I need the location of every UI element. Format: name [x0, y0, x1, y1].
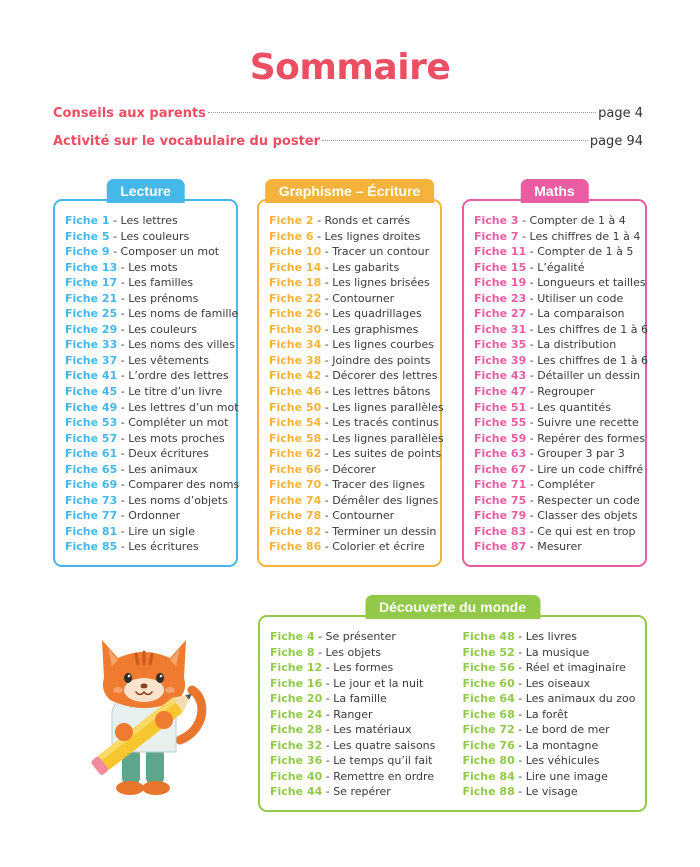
fiche-label: - Ranger	[322, 707, 373, 721]
fiche-label: - Les prénoms	[117, 291, 199, 305]
fiche-list	[464, 213, 649, 555]
fiche-item[interactable]	[269, 508, 440, 524]
fiche-number: Fiche 34	[269, 338, 322, 352]
fiche-item[interactable]	[474, 291, 645, 307]
fiche-number: Fiche 83	[474, 524, 527, 538]
fiche-number: Fiche 49	[65, 400, 118, 414]
fiche-number: Fiche 13	[65, 260, 118, 274]
section-monde	[258, 599, 647, 812]
fiche-number: Fiche 73	[65, 493, 118, 507]
fiche-number: Fiche 17	[65, 276, 118, 290]
fiche-label: - Mesurer	[526, 540, 582, 554]
fiche-item[interactable]	[474, 275, 645, 291]
fiche-label: - Tracer des lignes	[321, 478, 425, 492]
fiche-item[interactable]	[65, 213, 236, 229]
fiche-item[interactable]	[474, 477, 645, 493]
fiche-label: - Démêler des lignes	[321, 493, 439, 507]
fiche-item[interactable]	[270, 769, 453, 785]
fiche-number: Fiche 22	[269, 291, 322, 305]
fiche-label: - Suivre une recette	[526, 416, 639, 430]
section-title: Graphisme – Écriture	[265, 179, 435, 203]
fiche-number: Fiche 68	[462, 707, 515, 721]
fiche-label: - Réel et imaginaire	[514, 661, 626, 675]
fiche-item[interactable]	[463, 769, 646, 785]
toc-label: Activité sur le vocabulaire du poster	[53, 134, 321, 149]
fiche-label: - Les lignes brisées	[321, 276, 430, 290]
fiche-item[interactable]	[269, 260, 440, 276]
dot-leader	[208, 112, 596, 113]
fiche-number: Fiche 38	[269, 353, 322, 367]
fiche-label: - Les lettres d’un mot	[117, 400, 239, 414]
fiche-item[interactable]	[65, 524, 236, 540]
fiche-number: Fiche 55	[474, 416, 527, 430]
fiche-number: Fiche 43	[474, 369, 527, 383]
fiche-item[interactable]	[65, 493, 236, 509]
fiche-number: Fiche 66	[269, 462, 322, 476]
fiche-number: Fiche 24	[270, 707, 323, 721]
fiche-label: - Ordonner	[117, 509, 181, 523]
fiche-item[interactable]	[269, 306, 440, 322]
fiche-item[interactable]	[474, 415, 645, 431]
fiche-item[interactable]	[65, 337, 236, 353]
fiche-item[interactable]	[65, 306, 239, 322]
fiche-label: - Respecter un code	[526, 493, 640, 507]
fiche-number: Fiche 14	[269, 260, 322, 274]
fiche-list	[55, 213, 240, 555]
fiche-label: - Le visage	[514, 785, 578, 799]
fiche-label: - Les couleurs	[109, 229, 190, 243]
fiche-number: Fiche 50	[269, 400, 322, 414]
fiche-item[interactable]	[65, 322, 236, 338]
fiche-number: Fiche 48	[462, 630, 515, 643]
fiche-item[interactable]	[269, 446, 440, 462]
fiche-label: - Lire une image	[514, 769, 608, 783]
fiche-item[interactable]	[474, 306, 645, 322]
fiche-item[interactable]	[474, 337, 645, 353]
fiche-number: Fiche 39	[474, 353, 527, 367]
fiche-number: Fiche 37	[65, 353, 118, 367]
fiche-item[interactable]	[463, 645, 646, 661]
fiche-label: - Les suites de points	[321, 447, 442, 461]
fiche-label: - Les animaux	[117, 462, 198, 476]
fiche-number: Fiche 25	[65, 307, 118, 321]
fiche-label: - Compléter un mot	[117, 416, 229, 430]
fiche-number: Fiche 84	[462, 769, 515, 783]
fiche-number: Fiche 7	[474, 229, 519, 243]
fiche-item[interactable]	[269, 275, 440, 291]
fiche-number: Fiche 75	[474, 493, 527, 507]
fiche-number: Fiche 1	[65, 214, 110, 227]
fiche-label: - Colorier et écrire	[321, 540, 425, 554]
fiche-number: Fiche 29	[65, 322, 118, 336]
fiche-number: Fiche 59	[474, 431, 527, 445]
fiche-number: Fiche 40	[270, 769, 323, 783]
fiche-label: - Compléter	[526, 478, 595, 492]
fiche-label: - Tracer un contour	[321, 245, 430, 259]
fiche-item[interactable]	[474, 229, 645, 245]
fiche-number: Fiche 41	[65, 369, 118, 383]
cat-with-pencil-icon	[80, 620, 210, 800]
section-title: Maths	[520, 179, 588, 203]
fiche-label: - Compter de 1 à 4	[518, 214, 626, 227]
fiche-item[interactable]	[65, 415, 236, 431]
fiche-number: Fiche 36	[270, 754, 323, 768]
fiche-item[interactable]	[270, 722, 453, 738]
fiche-label: - Compter de 1 à 5	[526, 245, 634, 259]
fiche-number: Fiche 86	[269, 540, 322, 554]
toc-page: page 94	[589, 134, 643, 149]
fiche-label: - Les animaux du zoo	[514, 692, 636, 706]
fiche-number: Fiche 53	[65, 416, 118, 430]
fiche-number: Fiche 56	[462, 661, 515, 675]
fiche-item[interactable]	[463, 722, 646, 738]
fiche-label: - Contourner	[321, 509, 395, 523]
fiche-label: - Les quatre saisons	[322, 738, 436, 752]
fiche-label: - La comparaison	[526, 307, 625, 321]
fiche-number: Fiche 47	[474, 385, 527, 399]
fiche-item[interactable]	[65, 446, 236, 462]
section-title: Découverte du monde	[365, 595, 540, 619]
fiche-label: - L’ordre des lettres	[117, 369, 229, 383]
fiche-number: Fiche 88	[462, 785, 515, 799]
toc-line-poster[interactable]	[53, 132, 643, 152]
fiche-number: Fiche 2	[269, 214, 314, 227]
fiche-number: Fiche 42	[269, 369, 322, 383]
fiche-label: - Les oiseaux	[514, 676, 591, 690]
fiche-number: Fiche 30	[269, 322, 322, 336]
fiche-number: Fiche 33	[65, 338, 118, 352]
fiche-item[interactable]	[269, 462, 440, 478]
fiche-label: - Se présenter	[314, 630, 396, 643]
fiche-list	[453, 629, 646, 800]
fiche-label: - Ronds et carrés	[313, 214, 411, 227]
fiche-item[interactable]	[269, 384, 440, 400]
fiche-number: Fiche 69	[65, 478, 118, 492]
fiche-label: - Terminer un dessin	[321, 524, 437, 538]
toc-page: page 4	[598, 106, 643, 121]
section-maths	[462, 183, 649, 567]
fiche-number: Fiche 54	[269, 416, 322, 430]
fiche-label: - Décorer	[321, 462, 376, 476]
section-lecture	[53, 183, 240, 567]
fiche-label: - Les familles	[117, 276, 194, 290]
fiche-item[interactable]	[474, 260, 645, 276]
fiche-item[interactable]	[269, 368, 440, 384]
fiche-label: - Détailler un dessin	[526, 369, 641, 383]
fiche-item[interactable]	[270, 629, 453, 645]
fiche-label: - Le titre d’un livre	[117, 385, 223, 399]
fiche-item[interactable]	[474, 446, 645, 462]
fiche-number: Fiche 16	[270, 676, 323, 690]
fiche-label: - Lire un code chiffré	[526, 462, 644, 476]
page-title: Sommaire	[249, 47, 451, 88]
fiche-number: Fiche 32	[270, 738, 323, 752]
fiche-item[interactable]	[269, 353, 440, 369]
fiche-item[interactable]	[65, 431, 236, 447]
fiche-item[interactable]	[65, 368, 236, 384]
fiche-number: Fiche 20	[270, 692, 323, 706]
fiche-label: - Joindre des points	[321, 353, 431, 367]
fiche-label: - Les noms des villes	[117, 338, 235, 352]
toc-line-parents[interactable]	[53, 104, 643, 124]
fiche-number: Fiche 78	[269, 509, 322, 523]
fiche-label: - Les noms d’objets	[117, 493, 228, 507]
fiche-number: Fiche 70	[269, 478, 322, 492]
fiche-label: - Les quadrillages	[321, 307, 422, 321]
fiche-label: - Les lignes parallèles	[321, 400, 444, 414]
fiche-label: - Comparer des noms	[117, 478, 240, 492]
fiche-item[interactable]	[269, 213, 440, 229]
fiche-item[interactable]	[269, 322, 440, 338]
fiche-number: Fiche 65	[65, 462, 118, 476]
fiche-number: Fiche 72	[462, 723, 515, 737]
fiche-number: Fiche 45	[65, 385, 118, 399]
fiche-label: - Les chiffres de 1 à 6	[526, 322, 649, 336]
fiche-item[interactable]	[474, 368, 645, 384]
fiche-item[interactable]	[270, 676, 453, 692]
fiche-item[interactable]	[474, 353, 649, 369]
fiche-number: Fiche 61	[65, 447, 118, 461]
fiche-item[interactable]	[463, 753, 646, 769]
fiche-item[interactable]	[65, 291, 236, 307]
fiche-item[interactable]	[474, 508, 645, 524]
fiche-number: Fiche 82	[269, 524, 322, 538]
fiche-number: Fiche 31	[474, 322, 527, 336]
toc-label: Conseils aux parents	[53, 106, 206, 121]
fiche-label: - L’égalité	[526, 260, 585, 274]
fiche-label: - Les lignes droites	[313, 229, 421, 243]
fiche-item[interactable]	[269, 400, 444, 416]
fiche-number: Fiche 44	[270, 785, 323, 799]
fiche-number: Fiche 80	[462, 754, 515, 768]
fiche-item[interactable]	[65, 275, 236, 291]
fiche-label: - Les formes	[322, 661, 394, 675]
fiche-label: - Se repérer	[322, 785, 391, 799]
fiche-label: - Les matériaux	[322, 723, 412, 737]
fiche-number: Fiche 81	[65, 524, 118, 538]
fiche-item[interactable]	[269, 244, 440, 260]
fiche-item[interactable]	[269, 524, 440, 540]
fiche-item[interactable]	[65, 244, 236, 260]
fiche-item[interactable]	[474, 244, 645, 260]
fiche-label: - Les mots proches	[117, 431, 225, 445]
fiche-number: Fiche 74	[269, 493, 322, 507]
dot-leader	[322, 140, 588, 141]
fiche-number: Fiche 63	[474, 447, 527, 461]
fiche-label: - Les écritures	[117, 540, 199, 554]
fiche-item[interactable]	[65, 508, 236, 524]
fiche-number: Fiche 8	[270, 645, 315, 659]
fiche-number: Fiche 46	[269, 385, 322, 399]
fiche-item[interactable]	[474, 462, 645, 478]
fiche-item[interactable]	[270, 691, 453, 707]
fiche-number: Fiche 21	[65, 291, 118, 305]
fiche-label: - Les gabarits	[321, 260, 400, 274]
fiche-number: Fiche 12	[270, 661, 323, 675]
fiche-label: - Les chiffres de 1 à 4	[518, 229, 641, 243]
fiche-number: Fiche 67	[474, 462, 527, 476]
fiche-label: - Classer des objets	[526, 509, 638, 523]
fiche-number: Fiche 57	[65, 431, 118, 445]
fiche-item[interactable]	[463, 691, 646, 707]
fiche-label: - Longueurs et tailles	[526, 276, 646, 290]
fiche-item[interactable]	[270, 645, 453, 661]
fiche-label: - Les vêtements	[117, 353, 209, 367]
fiche-item[interactable]	[474, 213, 645, 229]
fiche-number: Fiche 4	[270, 630, 315, 643]
fiche-number: Fiche 79	[474, 509, 527, 523]
fiche-number: Fiche 76	[462, 738, 515, 752]
fiche-item[interactable]	[269, 477, 440, 493]
fiche-label: - Les objets	[314, 645, 382, 659]
fiche-label: - La famille	[322, 692, 387, 706]
fiche-item[interactable]	[463, 707, 646, 723]
fiche-number: Fiche 23	[474, 291, 527, 305]
fiche-item[interactable]	[474, 539, 645, 555]
fiche-item[interactable]	[270, 784, 453, 800]
fiche-item[interactable]	[269, 493, 440, 509]
fiche-item[interactable]	[463, 676, 646, 692]
fiche-item[interactable]	[65, 384, 236, 400]
fiche-number: Fiche 6	[269, 229, 314, 243]
fiche-item[interactable]	[269, 229, 440, 245]
fiche-label: - Les mots	[117, 260, 178, 274]
fiche-item[interactable]	[65, 260, 236, 276]
fiche-number: Fiche 5	[65, 229, 110, 243]
fiche-label: - Les livres	[514, 630, 578, 643]
fiche-label: - Les lettres bâtons	[321, 385, 431, 399]
fiche-item[interactable]	[270, 707, 453, 723]
fiche-label: - La montagne	[514, 738, 599, 752]
fiche-item[interactable]	[269, 337, 440, 353]
section-graphisme	[257, 183, 444, 567]
fiche-item[interactable]	[463, 784, 646, 800]
fiche-label: - Les tracés continus	[321, 416, 439, 430]
fiche-label: - Le jour et la nuit	[322, 676, 424, 690]
fiche-label: - La distribution	[526, 338, 617, 352]
fiche-item[interactable]	[65, 400, 239, 416]
fiche-label: - Lire un sigle	[117, 524, 195, 538]
fiche-number: Fiche 51	[474, 400, 527, 414]
fiche-label: - Contourner	[321, 291, 395, 305]
fiche-number: Fiche 9	[65, 245, 110, 259]
fiche-number: Fiche 71	[474, 478, 527, 492]
fiche-item[interactable]	[269, 539, 440, 555]
fiche-number: Fiche 85	[65, 540, 118, 554]
fiche-number: Fiche 60	[462, 676, 515, 690]
fiche-label: - Repérer des formes	[526, 431, 646, 445]
fiche-label: - Remettre en ordre	[322, 769, 435, 783]
fiche-label: - Le temps qu’il fait	[322, 754, 433, 768]
fiche-item[interactable]	[65, 539, 236, 555]
fiche-item[interactable]	[270, 660, 453, 676]
fiche-item[interactable]	[269, 415, 440, 431]
fiche-number: Fiche 27	[474, 307, 527, 321]
fiche-label: - Utiliser un code	[526, 291, 624, 305]
fiche-number: Fiche 35	[474, 338, 527, 352]
fiche-item[interactable]	[463, 629, 646, 645]
fiche-item[interactable]	[474, 400, 645, 416]
fiche-label: - Ce qui est en trop	[526, 524, 636, 538]
fiche-label: - Grouper 3 par 3	[526, 447, 625, 461]
fiche-number: Fiche 77	[65, 509, 118, 523]
fiche-label: - Les lignes parallèles	[321, 431, 444, 445]
fiche-label: - Les lignes courbes	[321, 338, 434, 352]
fiche-label: - Le bord de mer	[514, 723, 610, 737]
fiche-item[interactable]	[463, 738, 646, 754]
fiche-label: - Deux écritures	[117, 447, 209, 461]
fiche-label: - Les chiffres de 1 à 6	[526, 353, 649, 367]
fiche-item[interactable]	[65, 229, 236, 245]
fiche-label: - Les quantités	[526, 400, 611, 414]
fiche-number: Fiche 11	[474, 245, 527, 259]
fiche-item[interactable]	[474, 322, 649, 338]
fiche-number: Fiche 58	[269, 431, 322, 445]
fiche-number: Fiche 18	[269, 276, 322, 290]
fiche-label: - Regrouper	[526, 385, 595, 399]
fiche-number: Fiche 52	[462, 645, 515, 659]
fiche-item[interactable]	[65, 477, 240, 493]
fiche-item[interactable]	[463, 660, 646, 676]
fiche-item[interactable]	[269, 291, 440, 307]
fiche-label: - Les graphismes	[321, 322, 419, 336]
fiche-number: Fiche 87	[474, 540, 527, 554]
fiche-item[interactable]	[474, 384, 645, 400]
fiche-number: Fiche 10	[269, 245, 322, 259]
fiche-item[interactable]	[65, 353, 236, 369]
fiche-number: Fiche 62	[269, 447, 322, 461]
fiche-label: - Les couleurs	[117, 322, 197, 336]
fiche-label: - Les véhicules	[514, 754, 600, 768]
fiche-label: - Les noms de famille	[117, 307, 239, 321]
fiche-item[interactable]	[474, 493, 645, 509]
fiche-list	[259, 213, 444, 555]
fiche-label: - La musique	[514, 645, 590, 659]
fiche-item[interactable]	[474, 431, 645, 447]
fiche-list	[260, 629, 453, 800]
fiche-item[interactable]	[269, 431, 444, 447]
fiche-number: Fiche 26	[269, 307, 322, 321]
section-title: Lecture	[106, 179, 185, 203]
fiche-number: Fiche 15	[474, 260, 527, 274]
fiche-number: Fiche 19	[474, 276, 527, 290]
fiche-item[interactable]	[474, 524, 645, 540]
fiche-number: Fiche 64	[462, 692, 515, 706]
fiche-item[interactable]	[65, 462, 236, 478]
fiche-label: - Composer un mot	[109, 245, 220, 259]
fiche-number: Fiche 3	[474, 214, 519, 227]
fiche-number: Fiche 28	[270, 723, 323, 737]
fiche-item[interactable]	[270, 753, 453, 769]
fiche-label: - Les lettres	[109, 214, 178, 227]
fiche-label: - La forêt	[514, 707, 569, 721]
fiche-item[interactable]	[270, 738, 453, 754]
fiche-label: - Décorer des lettres	[321, 369, 438, 383]
